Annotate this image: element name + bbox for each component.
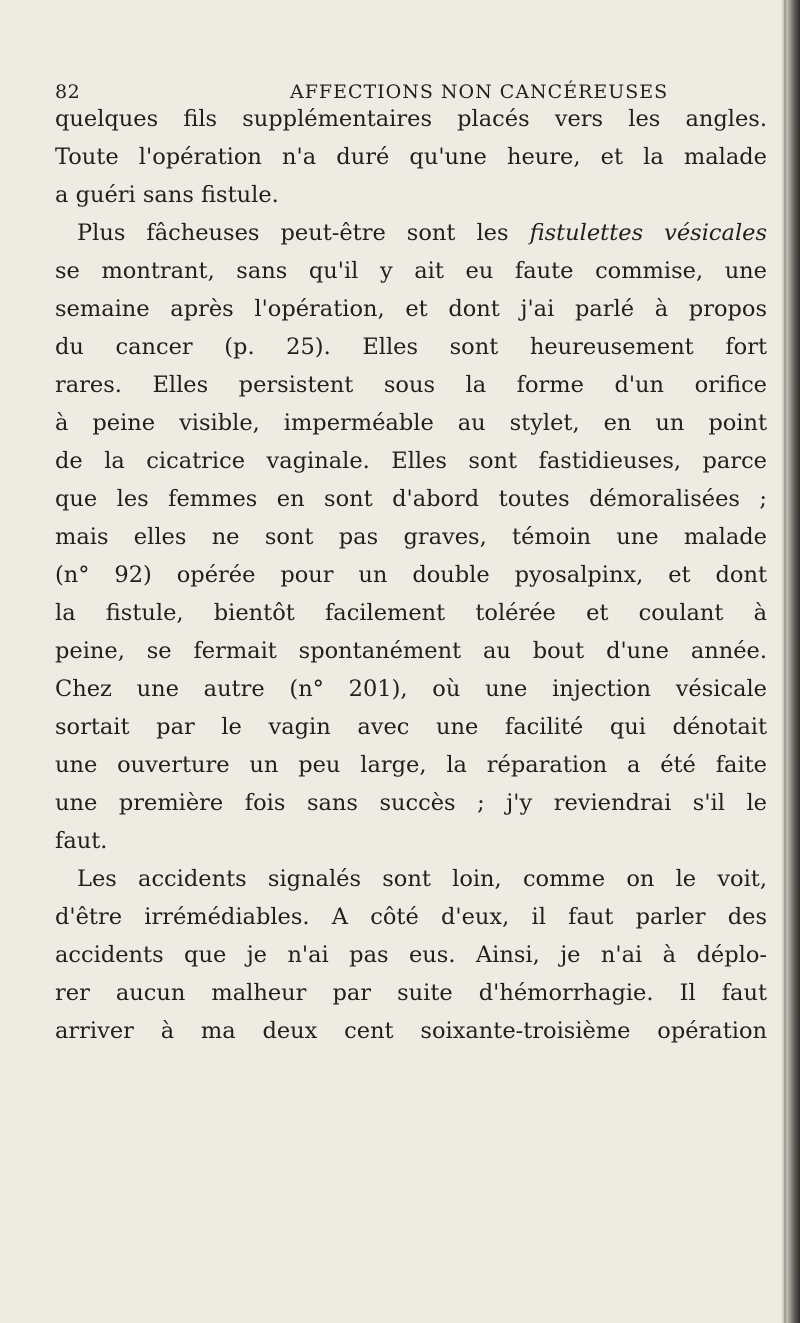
text-line: se montrant, sans qu'il y ait eu faute commise, une	[55, 258, 767, 284]
running-head: AFFECTIONS NON CANCÉREUSES	[290, 81, 669, 103]
text-line: faut.	[55, 828, 108, 854]
text-line: rer aucun malheur par suite d'hémorrhagie. Il faut	[55, 980, 767, 1006]
text-line: Les accidents signalés sont loin, comme on le voit,	[77, 866, 767, 892]
text-line: peine, se fermait spontanément au bout d'une année.	[55, 638, 767, 664]
text-line: a guéri sans fistule.	[55, 182, 279, 208]
text-line: arriver à ma deux cent soixante-troisième opération	[55, 1018, 767, 1044]
text-line: de la cicatrice vaginale. Elles sont fastidieuses, parce	[55, 448, 767, 474]
text-line: une ouverture un peu large, la réparation a été faite	[55, 752, 767, 778]
italic-term: fistulettes vésicales	[529, 220, 767, 246]
text-line: (n° 92) opérée pour un double pyosalpinx, et dont	[55, 562, 767, 588]
text-line: Toute l'opération n'a duré qu'une heure, et la malade	[55, 144, 767, 170]
text-line: une première fois sans succès ; j'y reviendrai s'il le	[55, 790, 767, 816]
text-line: Plus fâcheuses peut-être sont les fistulettes vésicales	[77, 220, 767, 246]
text-line: semaine après l'opération, et dont j'ai parlé à propos	[55, 296, 767, 322]
text-line: que les femmes en sont d'abord toutes démoralisées ;	[55, 486, 767, 512]
text-line: la fistule, bientôt facilement tolérée et coulant à	[55, 600, 767, 626]
body-text	[55, 100, 767, 1050]
text-line: Chez une autre (n° 201), où une injection vésicale	[55, 676, 767, 702]
text-line: quelques fils supplémentaires placés vers les angles.	[55, 106, 767, 132]
text-line: du cancer (p. 25). Elles sont heureusement fort	[55, 334, 767, 360]
text-line: à peine visible, imperméable au stylet, en un point	[55, 410, 767, 436]
text-line: sortait par le vagin avec une facilité qui dénotait	[55, 714, 767, 740]
text-line: mais elles ne sont pas graves, témoin une malade	[55, 524, 767, 550]
text-line: rares. Elles persistent sous la forme d'un orifice	[55, 372, 767, 398]
text-line: d'être irrémédiables. A côté d'eux, il faut parler des	[55, 904, 767, 930]
page-edge-line	[784, 0, 786, 1323]
text-line: accidents que je n'ai pas eus. Ainsi, je n'ai à déplo-	[55, 942, 767, 968]
page-number: 82	[55, 81, 81, 103]
